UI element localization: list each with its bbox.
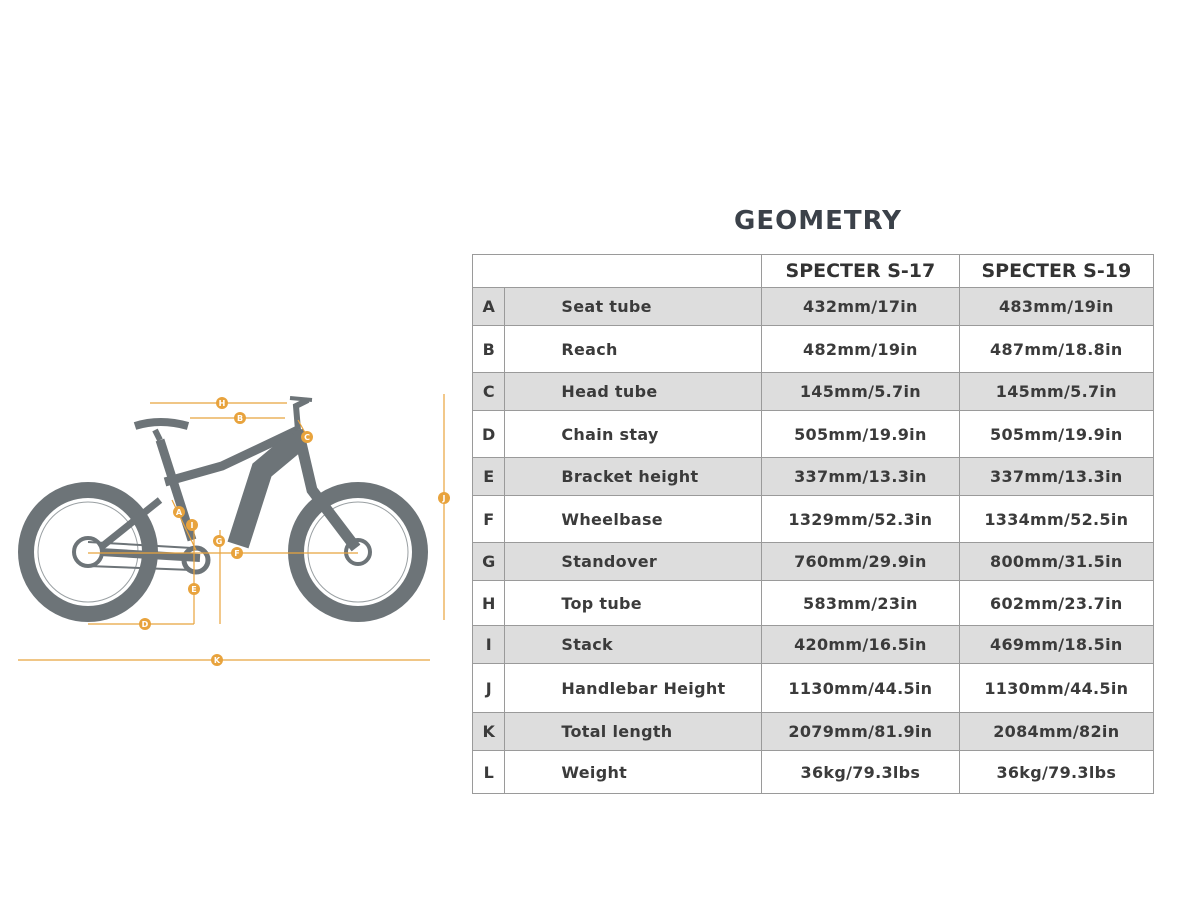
- table-row: [473, 373, 1154, 411]
- marker-e: [188, 583, 200, 595]
- row-s17-value: 2079mm/81.9in: [762, 713, 960, 751]
- row-s19-value: 469mm/18.5in: [959, 626, 1153, 664]
- front-wheel: [296, 490, 420, 614]
- svg-text:K: K: [213, 656, 221, 665]
- header-specter-s17: SPECTER S-17: [762, 255, 960, 288]
- marker-h: [216, 397, 228, 409]
- row-letter: C: [473, 373, 505, 411]
- bike-silhouette: [26, 398, 420, 614]
- row-s17-value: 760mm/29.9in: [762, 543, 960, 581]
- row-name: Reach: [505, 326, 762, 373]
- svg-text:F: F: [234, 549, 240, 558]
- row-name: Stack: [505, 626, 762, 664]
- row-s17-value: 432mm/17in: [762, 288, 960, 326]
- marker-d: [139, 618, 151, 630]
- header-specter-s19: SPECTER S-19: [959, 255, 1153, 288]
- table-row: [473, 543, 1154, 581]
- row-name: Head tube: [505, 373, 762, 411]
- marker-b: [234, 412, 246, 424]
- table-row: [473, 664, 1154, 713]
- svg-text:G: G: [215, 537, 223, 546]
- svg-text:D: D: [141, 620, 149, 629]
- marker-j: [438, 492, 450, 504]
- marker-a: [173, 506, 185, 518]
- table-row: [473, 288, 1154, 326]
- row-name: Bracket height: [505, 458, 762, 496]
- row-s17-value: 145mm/5.7in: [762, 373, 960, 411]
- row-s17-value: 482mm/19in: [762, 326, 960, 373]
- row-s19-value: 2084mm/82in: [959, 713, 1153, 751]
- row-letter: E: [473, 458, 505, 496]
- table-row: [473, 751, 1154, 794]
- row-letter: F: [473, 496, 505, 543]
- table-row: [473, 458, 1154, 496]
- row-letter: I: [473, 626, 505, 664]
- marker-c: [301, 431, 313, 443]
- page-title: GEOMETRY: [734, 206, 902, 236]
- row-s19-value: 487mm/18.8in: [959, 326, 1153, 373]
- svg-text:I: I: [190, 521, 194, 530]
- row-s17-value: 337mm/13.3in: [762, 458, 960, 496]
- row-name: Top tube: [505, 581, 762, 626]
- marker-f: [231, 547, 243, 559]
- row-name: Chain stay: [505, 411, 762, 458]
- stem: [296, 400, 308, 430]
- table-header-row: [473, 255, 1154, 288]
- row-name: Total length: [505, 713, 762, 751]
- row-name: Wheelbase: [505, 496, 762, 543]
- row-s19-value: 337mm/13.3in: [959, 458, 1153, 496]
- bike-geometry-diagram: [0, 380, 460, 680]
- seat-post: [155, 430, 160, 440]
- row-s19-value: 36kg/79.3lbs: [959, 751, 1153, 794]
- svg-text:J: J: [442, 494, 446, 503]
- row-name: Handlebar Height: [505, 664, 762, 713]
- table-row: [473, 411, 1154, 458]
- row-s19-value: 145mm/5.7in: [959, 373, 1153, 411]
- marker-g: [213, 535, 225, 547]
- marker-i: [186, 519, 198, 531]
- row-s17-value: 1130mm/44.5in: [762, 664, 960, 713]
- row-letter: H: [473, 581, 505, 626]
- row-name: Seat tube: [505, 288, 762, 326]
- row-letter: L: [473, 751, 505, 794]
- svg-text:E: E: [191, 585, 197, 594]
- row-letter: K: [473, 713, 505, 751]
- row-name: Weight: [505, 751, 762, 794]
- table-row: [473, 496, 1154, 543]
- row-name: Standover: [505, 543, 762, 581]
- svg-text:B: B: [236, 414, 244, 423]
- row-letter: A: [473, 288, 505, 326]
- row-s19-value: 483mm/19in: [959, 288, 1153, 326]
- saddle: [135, 422, 188, 426]
- row-letter: J: [473, 664, 505, 713]
- row-letter: G: [473, 543, 505, 581]
- header-blank: [473, 255, 762, 288]
- table-row: [473, 713, 1154, 751]
- row-letter: B: [473, 326, 505, 373]
- geometry-table: [472, 254, 1154, 794]
- table-row: [473, 326, 1154, 373]
- row-s17-value: 420mm/16.5in: [762, 626, 960, 664]
- row-s19-value: 800mm/31.5in: [959, 543, 1153, 581]
- svg-text:C: C: [304, 433, 310, 442]
- marker-k: [211, 654, 223, 666]
- svg-text:A: A: [175, 508, 183, 517]
- handlebar: [290, 398, 312, 400]
- row-s17-value: 1329mm/52.3in: [762, 496, 960, 543]
- row-s19-value: 602mm/23.7in: [959, 581, 1153, 626]
- table-row: [473, 581, 1154, 626]
- row-s17-value: 505mm/19.9in: [762, 411, 960, 458]
- row-letter: D: [473, 411, 505, 458]
- row-s17-value: 583mm/23in: [762, 581, 960, 626]
- table-row: [473, 626, 1154, 664]
- row-s19-value: 505mm/19.9in: [959, 411, 1153, 458]
- row-s19-value: 1130mm/44.5in: [959, 664, 1153, 713]
- row-s17-value: 36kg/79.3lbs: [762, 751, 960, 794]
- row-s19-value: 1334mm/52.5in: [959, 496, 1153, 543]
- svg-text:H: H: [218, 399, 226, 408]
